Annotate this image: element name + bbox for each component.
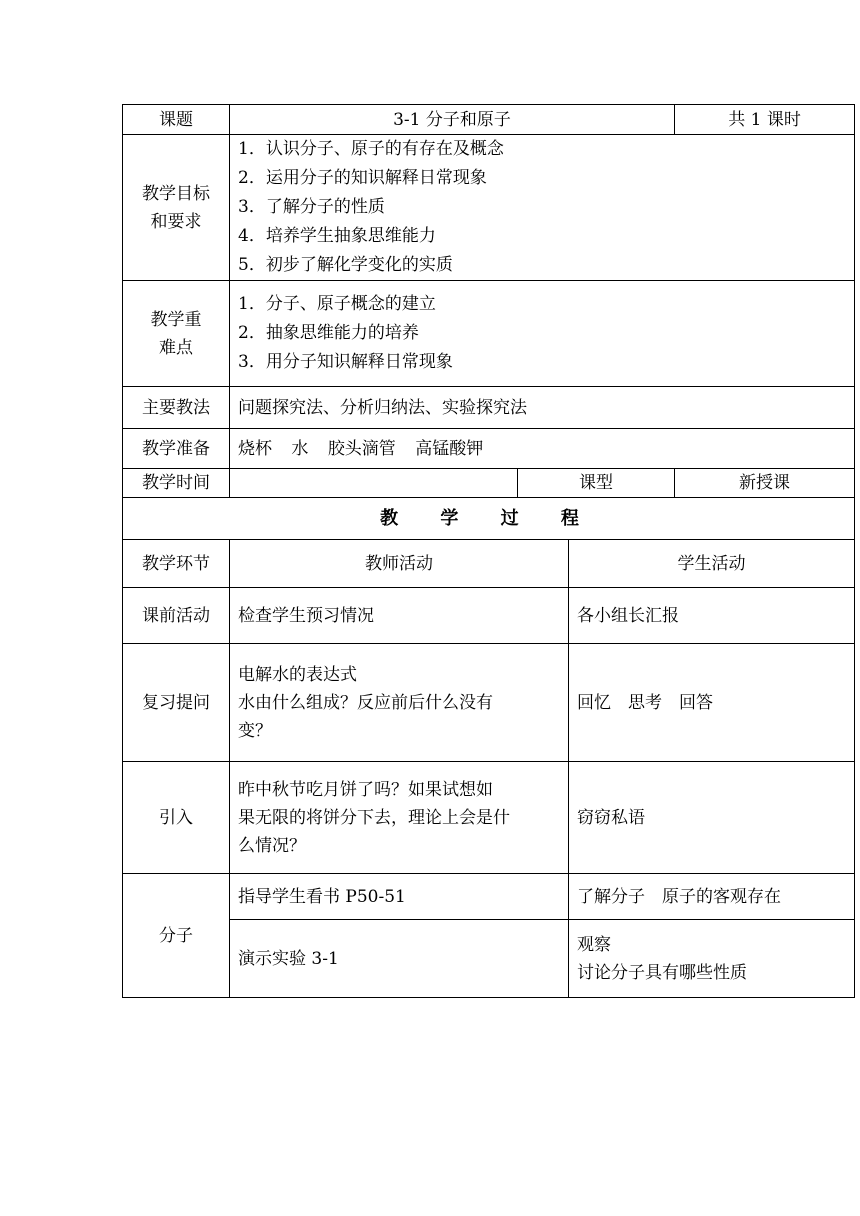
process-title-row (123, 498, 855, 540)
process-row (123, 920, 855, 998)
process-row (123, 762, 855, 874)
key-point-item: 2．抽象思维能力的培养 (238, 323, 419, 343)
key-points-row (123, 281, 855, 387)
objective-item: 2．运用分子的知识解释日常现象 (238, 168, 487, 188)
prep-row (123, 429, 855, 469)
teacher-activity: 指导学生看书 P50-51 (230, 874, 569, 920)
col-stage-header: 教学环节 (123, 540, 230, 588)
process-header-row (123, 540, 855, 588)
student-activity: 回忆 思考 回答 (569, 644, 855, 762)
student-activity: 各小组长汇报 (569, 588, 855, 644)
col-teacher-header: 教师活动 (230, 540, 569, 588)
prep-item: 水 (291, 438, 309, 459)
objective-item: 4．培养学生抽象思维能力 (238, 226, 436, 246)
prep-items (230, 429, 855, 469)
teacher-activity: 检查学生预习情况 (230, 588, 569, 644)
process-row (123, 874, 855, 920)
teacher-activity: 演示实验 3-1 (230, 920, 569, 998)
process-row (123, 588, 855, 644)
lesson-plan-table (122, 104, 855, 998)
lesson-type-value: 新授课 (675, 469, 855, 498)
prep-label: 教学准备 (123, 429, 230, 469)
topic-row (123, 105, 855, 135)
prep-item: 高锰酸钾 (415, 438, 484, 459)
time-label: 教学时间 (123, 469, 230, 498)
topic-title: 3-1 分子和原子 (230, 105, 675, 135)
student-activity: 观察 讨论分子具有哪些性质 (569, 920, 855, 998)
methods-value: 问题探究法、分析归纳法、实验探究法 (230, 387, 855, 429)
student-activity: 了解分子 原子的客观存在 (569, 874, 855, 920)
objective-item: 3．了解分子的性质 (238, 197, 385, 217)
teacher-activity: 昨中秋节吃月饼了吗？如果试想如 果无限的将饼分下去，理论上会是什 么情况？ (230, 762, 569, 874)
objectives-row (123, 135, 855, 281)
objectives-label: 教学目标 和要求 (123, 135, 230, 281)
key-point-item: 3．用分子知识解释日常现象 (238, 352, 453, 372)
prep-item: 胶头滴管 (327, 438, 396, 459)
lesson-plan-sheet (122, 104, 854, 998)
key-points-label: 教学重 难点 (123, 281, 230, 387)
objective-item: 1．认识分子、原子的有存在及概念 (238, 139, 504, 159)
methods-label: 主要教法 (123, 387, 230, 429)
objective-item: 5．初步了解化学变化的实质 (238, 255, 453, 275)
stage-cell: 课前活动 (123, 588, 230, 644)
key-points-list (230, 281, 855, 387)
objectives-list (230, 135, 855, 281)
prep-item: 烧杯 (238, 438, 272, 459)
class-hours: 共 1 课时 (675, 105, 855, 135)
lesson-type-label: 课型 (518, 469, 675, 498)
key-point-item: 1．分子、原子概念的建立 (238, 294, 436, 314)
col-student-header: 学生活动 (569, 540, 855, 588)
methods-row (123, 387, 855, 429)
process-title: 教 学 过 程 (123, 498, 855, 540)
stage-cell: 分子 (123, 874, 230, 998)
stage-cell: 引入 (123, 762, 230, 874)
process-row (123, 644, 855, 762)
student-activity: 窃窃私语 (569, 762, 855, 874)
time-value (230, 469, 518, 498)
topic-label: 课题 (123, 105, 230, 135)
teacher-activity: 电解水的表达式 水由什么组成？反应前后什么没有 变？ (230, 644, 569, 762)
stage-cell: 复习提问 (123, 644, 230, 762)
time-row (123, 469, 855, 498)
